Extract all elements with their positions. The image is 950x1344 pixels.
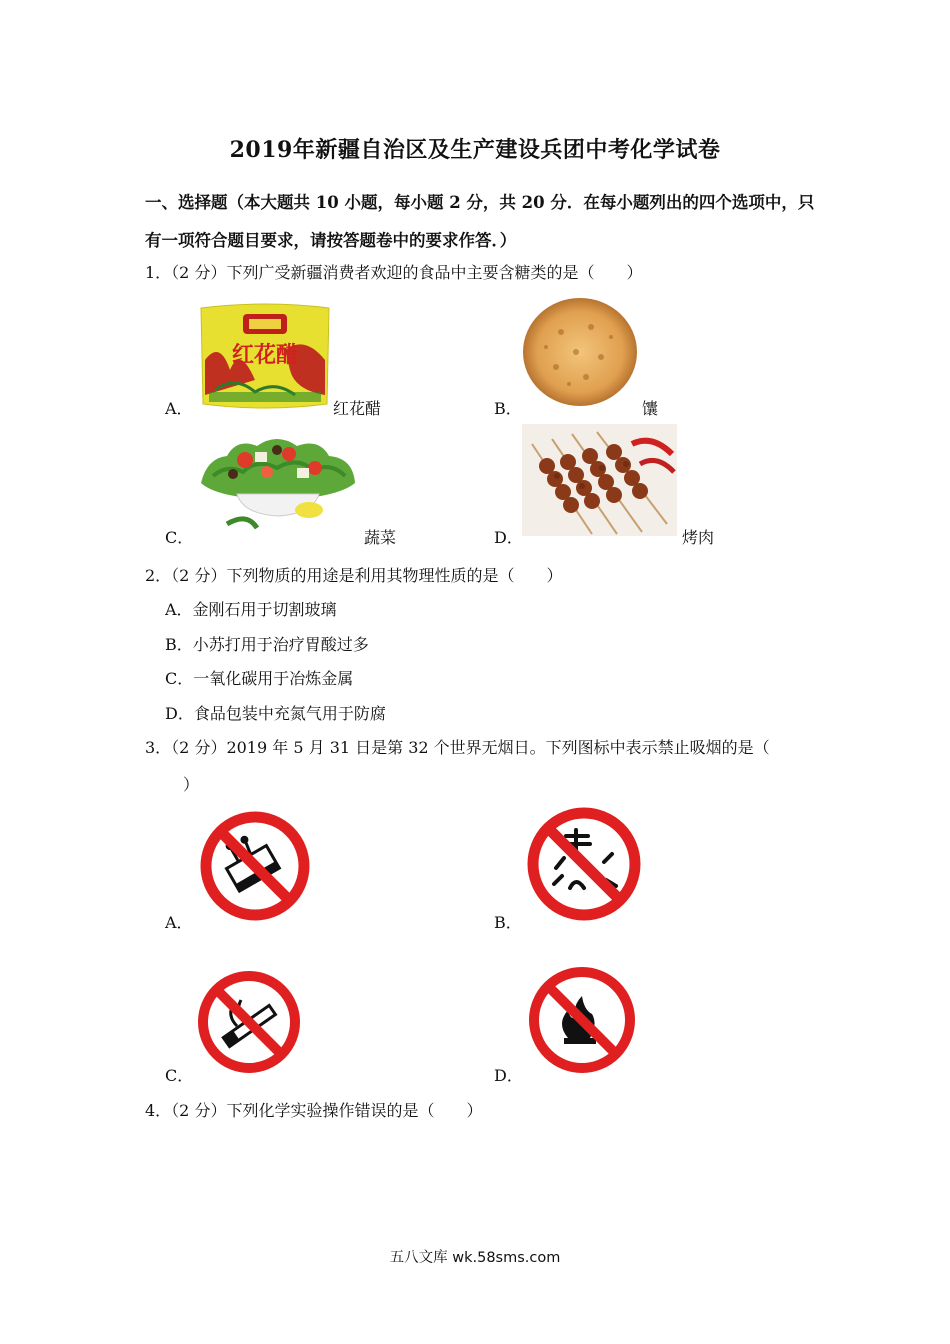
- page-title: 2019年新疆自治区及生产建设兵团中考化学试卷: [229, 137, 721, 163]
- kebab-skewers-image: [522, 424, 677, 536]
- q2-option-c: C．一氧化碳用于冶炼金属: [165, 669, 354, 688]
- q1-option-a-letter: A．: [165, 399, 193, 418]
- q3-option-b-letter: B．: [494, 913, 522, 932]
- question-1-stem: 1．（2 分）下列广受新疆消费者欢迎的食品中主要含糖类的是（ ）: [145, 263, 643, 282]
- vegetable-salad-image: [197, 428, 359, 538]
- question-3-stem-line2: ）: [183, 775, 200, 794]
- q2-option-d: D．食品包装中充氮气用于防腐: [165, 704, 386, 723]
- q2-option-b: B．小苏打用于治疗胃酸过多: [165, 635, 369, 654]
- q1-option-c-letter: C．: [165, 528, 194, 547]
- q1-option-b-letter: B．: [494, 399, 522, 418]
- vinegar-bag-text: 红花醋: [231, 342, 299, 368]
- no-fireworks-sign-icon: [526, 806, 642, 922]
- section-heading-line2: 有一项符合题目要求，请按答题卷中的要求作答．）: [145, 231, 517, 250]
- q3-option-c-letter: C．: [165, 1066, 194, 1085]
- vinegar-bag-image: [195, 300, 335, 412]
- q3-option-d-letter: D．: [494, 1066, 523, 1085]
- q3-option-a-letter: A．: [165, 913, 193, 932]
- section-heading-line1: 一、选择题（本大题共 10 小题，每小题 2 分，共 20 分．在每小题列出的四个选项中，只: [145, 193, 815, 212]
- no-smoking-sign-icon: [197, 970, 301, 1074]
- no-open-flame-sign-icon: [528, 966, 636, 1074]
- q1-option-a-caption: 红花醋: [333, 399, 382, 418]
- naan-bread-image: [521, 292, 639, 410]
- question-2-stem: 2．（2 分）下列物质的用途是利用其物理性质的是（ ）: [145, 566, 563, 585]
- question-3-stem-line1: 3．（2 分）2019 年 5 月 31 日是第 32 个世界无烟日。下列图标中表示禁止吸烟的是（: [145, 738, 770, 757]
- q1-option-d-caption: 烤肉: [682, 528, 715, 547]
- q2-option-a: A．金刚石用于切割玻璃: [165, 600, 337, 619]
- question-4-stem: 4．（2 分）下列化学实验操作错误的是（ ）: [145, 1101, 483, 1120]
- footer-watermark: 五八文库 wk.58sms.com: [389, 1250, 561, 1266]
- no-matches-sign-icon: [199, 810, 311, 922]
- q1-option-d-letter: D．: [494, 528, 523, 547]
- q1-option-b-caption: 馕: [642, 399, 659, 418]
- q1-option-c-caption: 蔬菜: [364, 528, 397, 547]
